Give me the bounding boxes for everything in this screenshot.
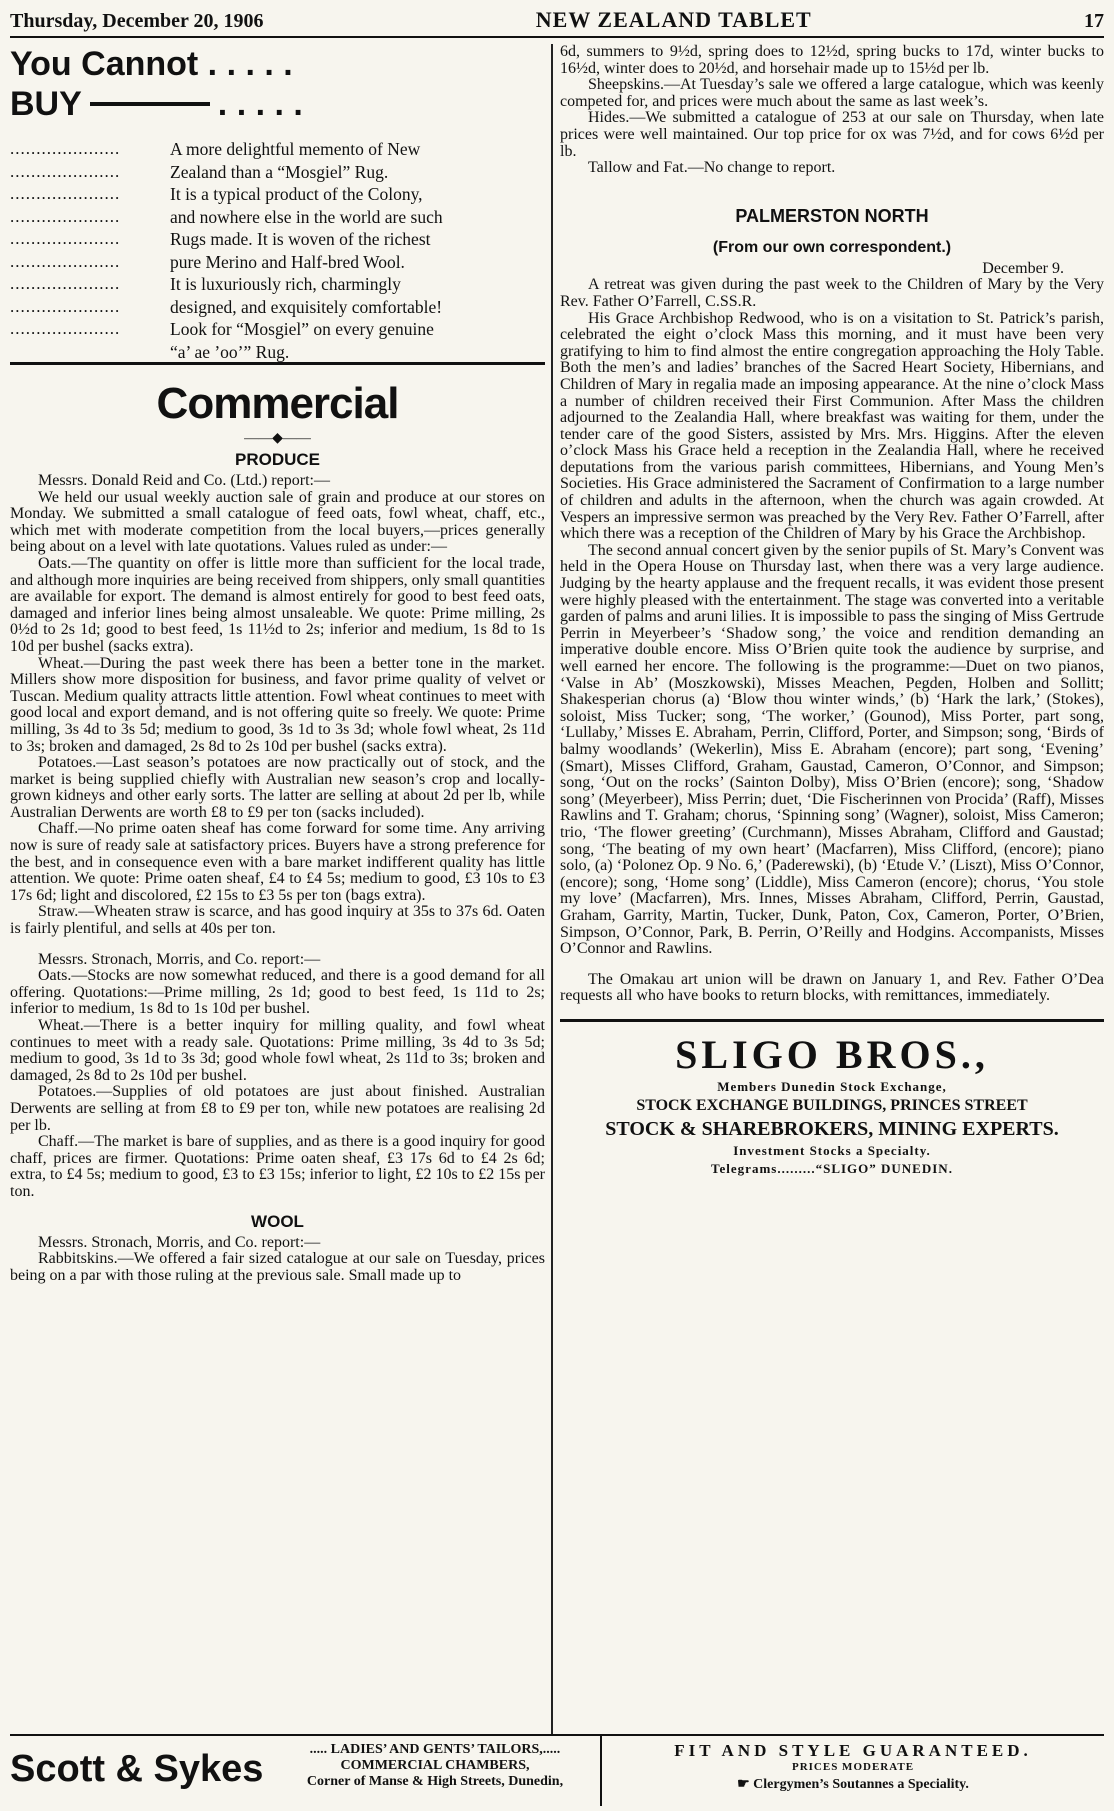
paragraph: We held our usual weekly auction sale of grain and produce at our stores on Monday. We submitted a small catalogue of feed oats, fowl wheat, chaff, etc., which met with moderate competition from the local buyers,—prices generally being about on a level with late quotations. Values ruled as under:— [10, 488, 545, 556]
dot-leader: ..................... [10, 296, 121, 316]
paragraph: Sheepskins.—At Tuesday’s sale we offered a large catalogue, which was keenly competed for, and prices were much about the same as last week’s. [560, 76, 1104, 110]
tailor-building: COMMERCIAL CHAMBERS, [340, 1758, 530, 1773]
dot-leader: ..................... [10, 229, 121, 248]
dot-leader: ..................... [10, 139, 121, 158]
tailor-address: Corner of Manse & High Streets, Dunedin, [306, 1774, 564, 1789]
ad-copy [170, 138, 545, 363]
dateline: December 9. [982, 259, 1064, 277]
report-intro: Messrs. Stronach, Morris, and Co. report:— [38, 1233, 321, 1251]
right-column [560, 44, 1104, 1734]
tailor-trade: ..... LADIES’ AND GENTS’ TAILORS,..... [309, 1742, 561, 1757]
paragraph: Oats.—The quantity on offer is little more than sufficient for the local trade, and although more inquiries are being received from shippers, only small quantities are available for export. The demand is almost entirely for good to best feed oats, damaged and inferior lines being almost unsaleable. We quote: Prime milling, 2s 0½d to 2s 1d; good to best feed, 1s 11½d to 2s; inferior and medium, 1s 8d to 1s 10d per bushel (sacks extra). [10, 554, 545, 655]
ad-line: and nowhere else in the world are such [170, 206, 443, 227]
ad-line: It is a typical product of the Colony, [170, 184, 423, 204]
sligo-specialty: Investment Stocks a Specialty. [733, 1142, 931, 1158]
clergy-speciality [602, 1776, 1104, 1793]
ad-line: A more delightful memento of New [170, 139, 421, 159]
columns [10, 44, 1104, 1734]
mosgiel-advertisement [10, 44, 545, 365]
tailor-guarantee [600, 1736, 1104, 1806]
pointing-hand-icon: ☛ [737, 1777, 754, 1792]
paragraph: Rabbitskins.—We offered a fair sized catalogue at our sale on Tuesday, prices being on a par with those ruling at the previous sale. Small made up to [10, 1250, 545, 1284]
paragraph: Oats.—Stocks are now somewhat reduced, and there is a good demand for all offering. Quotations:—Prime milling, 2s 1d; good to best feed, 1s 11d to 2s; inferior to medium, 1s 8d to 1s 10d per bushel. [10, 967, 545, 1018]
paragraph: His Grace Archbishop Redwood, who is on a visitation to St. Patrick’s parish, celebrated the eight o’clock Mass this morning, and it must have been very gratifying to him to find almost the entire congregation approaching the Holy Table. Both the men’s and ladies’ branches of the Sacred Heart Society, Hibernians, and Children of Mary in regalia made an imposing appearance. At the nine o’clock Mass a number of children received their First Communion. After Mass the children adjourned to the Zealandia Hall, where breakfast was waiting for them, under the tender care of the good Sisters, assisted by Mrs. Mrs. Higgins. After the eleven o’clock Mass his Grace held a reception in the Zealandia Hall, where he received deputations from the various parish committees, Hibernians, and Young Men’s Societies. His Grace administered the Sacrament of Confirmation to a large number of children and adults in the afternoon, when the church was again crowded. At Vespers an impressive sermon was preached by the Very Rev. Father O’Farrell, after which there was a reception of the Children of Mary by his Grace the Archbishop. [560, 309, 1104, 543]
ad-dot-leaders [10, 138, 170, 363]
ad-line: Look for “Mosgiel” on every genuine [170, 319, 434, 339]
ad-headline-2 [10, 84, 545, 124]
ad-headline-dots: . . . . . [217, 85, 303, 123]
paragraph: Hides.—We submitted a catalogue of 253 at our sale on Thursday, when late prices were well maintained. Our top price for ox was 7½d, and for cows 6½d per lb. [560, 109, 1104, 160]
scott-sykes-name: Scott & Sykes [10, 1748, 264, 1790]
ad-headline-buy: BUY [10, 85, 82, 123]
clergy-text: Clergymen’s Soutannes a Speciality. [753, 1777, 969, 1792]
paragraph: Chaff.—The market is bare of supplies, and as there is a good inquiry for good chaff, prices are firmer. Quotations: Prime oaten sheaf, £3 17s 6d to £4 2s 6d; extra, to £4 5s; medium to good, £3 to £3 15s; inferior to light, £2 10s to £2 15s per ton. [10, 1133, 545, 1200]
paragraph: Wheat.—There is a better inquiry for milling quality, and fowl wheat continues to meet with a ready sale. Quotations: Prime milling, 3s 4d to 3s 5d; medium to good, 3s 1d to 3s 3d; good whole fowl wheat, 2s 11d to 3s; broken and damaged, 2s 8d to 2s 10d per bushel. [10, 1017, 545, 1084]
palmerston-heading: PALMERSTON NORTH [735, 205, 929, 226]
paragraph: Tallow and Fat.—No change to report. [588, 159, 836, 177]
correspondent-line: (From our own correspondent.) [712, 238, 952, 256]
sligo-address: STOCK EXCHANGE BUILDINGS, PRINCES STREET [636, 1096, 1028, 1114]
paragraph: Potatoes.—Supplies of old potatoes are just about finished. Australian Derwents are selling at from £8 to £9 per ton, while new potatoes are realising 2d per lb. [10, 1083, 545, 1134]
paragraph: Straw.—Wheaten straw is scarce, and has good inquiry at 35s to 37s 6d. Oaten is fairly plentiful, and sells at 40s per ton. [10, 903, 545, 938]
ad-line: Rugs made. It is woven of the richest [170, 229, 431, 249]
scott-sykes-advertisement [10, 1734, 1104, 1806]
wool-report [10, 1235, 545, 1285]
paragraph: 6d, summers to 9½d, spring does to 12½d, spring bucks to 17d, winter bucks to 16½d, winter does to 20½d, and horsehair made up to 15½d per lb. [560, 44, 1104, 77]
commercial-heading: Commercial [156, 379, 399, 428]
masthead-title: NEW ZEALAND TABLET [535, 7, 812, 32]
column-rule [551, 44, 553, 1734]
ad-line: It is luxuriously rich, charmingly [170, 274, 401, 294]
tailor-details [270, 1736, 600, 1806]
page-number: 17 [1083, 10, 1104, 32]
prices-moderate: PRICES MODERATE [791, 1761, 915, 1773]
diamond-ornament-icon: ——◆—— [244, 431, 311, 446]
report-intro: Messrs. Stronach, Morris, and Co. report:— [38, 950, 321, 968]
arrow-icon [90, 102, 210, 106]
dot-leader: ..................... [10, 206, 121, 226]
paragraph: The Omakau art union will be drawn on January 1, and Rev. Father O’Dea requests all who have books to return blocks, with remittances, immediately. [560, 970, 1104, 1005]
masthead [10, 6, 1104, 38]
report-intro: Messrs. Donald Reid and Co. (Ltd.) report:— [38, 472, 330, 489]
paragraph: Chaff.—No prime oaten sheaf has come forward for some time. Any arriving now is sure of ready sale at satisfactory prices. Buyers have a strong preference for the best, and in consequence even with a bare market indifferent quality has little attention. We quote: Prime oaten sheaf, £4 to £4 5s; medium to good, £3 10s to £3 17s 6d; light and discolored, £2 15s to £3 5s per ton (bags extra). [10, 820, 545, 904]
masthead-date: Thursday, December 20, 1906 [10, 10, 264, 32]
ad-line: pure Merino and Half-bred Wool. [170, 251, 405, 272]
ad-headline-1: You Cannot . . . . . [10, 45, 293, 83]
dot-leader: ..................... [10, 251, 121, 271]
reid-report [10, 473, 545, 938]
sligo-name: SLIGO BROS., [675, 1031, 989, 1077]
wool-report-continued [560, 44, 1104, 177]
paragraph: A retreat was given during the past week to the Children of Mary by the Very Rev. Father O’Farrell, C.SS.R. [560, 276, 1104, 310]
sligo-members: Members Dunedin Stock Exchange, [717, 1078, 947, 1094]
paragraph: The second annual concert given by the senior pupils of St. Mary’s Convent was held in the Opera House on Thursday last, when there was a very large audience. Judging by the hearty applause and the frequent recalls, it was evident those present were highly pleased with the entertainment. The stage was converted into a veritable garden of palms and aruni lilies. It is impossible to pass the singing of Miss Gertrude Perrin in Meyerbeer’s ‘Shadow song,’ the voice and rendition demanding an imperative double encore. Miss O’Brien quite took the audience by surprise, and well earned her encore. The following is the programme:—Duet on two pianos, ‘Valse in Ab’ (Moszkowski), Misses Meachen, Pegden, Holben and Sollitt; Shakesperian chorus (a) ‘Blow thou winter winds,’ (b) ‘Hark the lark,’ (Stokes), soloist, Miss Tucker; song, ‘The worker,’ (Gounod), Miss Porter, part song, ‘Lullaby,’ Misses E. Abraham, Perrin, Clifford, Porter, and Simpson; song, ‘Birds of balmy woodlands’ (Wekerlin), Miss E. Abraham (encore); part song, ‘Evening’ (Smart), Misses Clifford, Graham, Gaustad, Cameron, O’Connor, and Simpson; song, ‘Out on the rocks’ (Sainton Dolby), Miss O’Brien (encore); song, ‘Shadow song’ (Meyerbeer), Miss Perrin; duet, ‘Die Fischerinnen von Procida’ (Raff), Misses Rawlins and T. Graham; chorus, ‘Spinning song’ (Wagner), soloist, Miss Cameron; trio, ‘The flower greeting’ (Curchmann), Misses Abraham, Clifford and Gaustad; song, ‘The beating of my own heart’ (Macfarren), Miss Clifford, (encore); piano solo, (a) ‘Polonez Op. 9 No. 6,’ (Paderewski), (b) ‘Etude V.’ (Liszt), Miss O’Connor, (encore); song, ‘Home song’ (Liddle), Miss Cameron (encore); chorus, ‘You stole my love’ (Macfarren), Mrs. Innes, Misses Abraham, Clifford, Perrin, Gaustad, Graham, Garrity, Martin, Tucker, Dunk, Paton, Cox, Cameron, Porter, O’Brien, Simpson, O’Connor, Park, B. Perrin, O’Reilly and Hodgins. Accompanists, Misses O’Connor and Rawlins. [560, 541, 1104, 958]
produce-heading: PRODUCE [234, 450, 320, 469]
ad-body [10, 138, 545, 363]
sligo-telegrams: Telegrams.........“SLIGO” DUNEDIN. [711, 1160, 953, 1176]
fit-guarantee: FIT AND STYLE GUARANTEED. [674, 1741, 1032, 1760]
palmerston-report [560, 277, 1104, 1005]
sligo-trade: STOCK & SHAREBROKERS, MINING EXPERTS. [605, 1117, 1059, 1140]
wool-heading: WOOL [251, 1211, 304, 1231]
left-column [10, 44, 545, 1734]
ad-line: Zealand than a “Mosgiel” Rug. [170, 161, 389, 182]
dot-leader: ..................... [10, 319, 121, 338]
sligo-advertisement [560, 1019, 1104, 1178]
dot-leader: ..................... [10, 274, 121, 293]
paragraph: Potatoes.—Last season’s potatoes are now practically out of stock, and the market is being supplied chiefly with Australian new season’s crop and locally-grown kidneys and other early sorts. The latter are selling at about 2d per lb, while Australian Derwents are worth £8 to £9 per ton (sacks included). [10, 754, 545, 821]
ad-line: “a’ ae ’oo’” Rug. [170, 341, 290, 362]
dot-leader: ..................... [10, 184, 121, 203]
dot-leader: ..................... [10, 161, 121, 181]
ad-line: designed, and exquisitely comfortable! [170, 296, 443, 317]
stronach-report [10, 952, 545, 1201]
paragraph: Wheat.—During the past week there has been a better tone in the market. Millers show more disposition for business, and favor prime quality of velvet or Tuscan. Medium quality attracts little attention. Fowl wheat continues to meet with good local and export demand, and is not offering quite so freely. We quote: Prime milling, 3s 4d to 3s 5d; medium to good, 3s 1d to 3s 3d; whole fowl wheat, 2s 11d to 3s; broken and damaged, 2s 8d to 2s 10d per bushel (sacks extra). [10, 654, 545, 755]
